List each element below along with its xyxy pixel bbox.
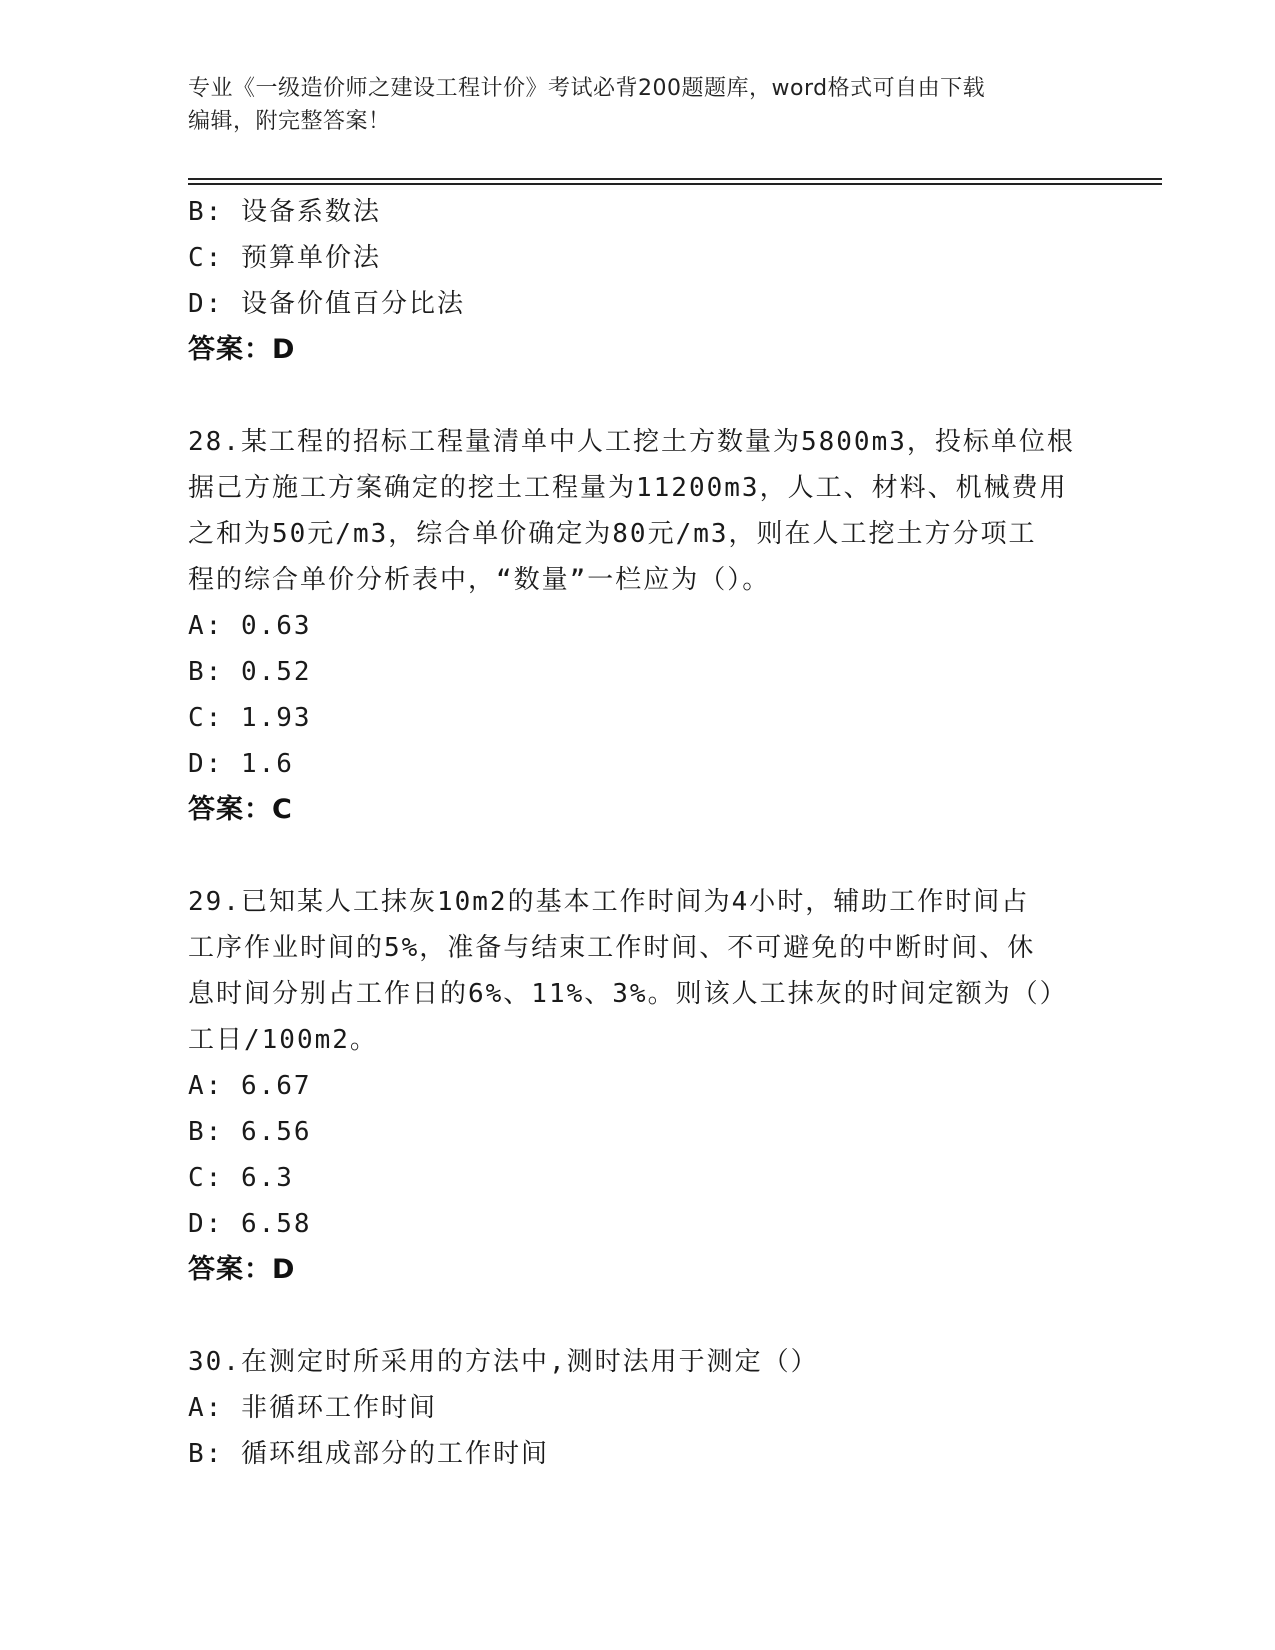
- answer-line: 答案：D: [188, 1254, 296, 1285]
- option-b: B: 循环组成部分的工作时间: [188, 1439, 549, 1469]
- option-b: B: 设备系数法: [188, 197, 381, 227]
- header-rule-top: [188, 178, 1162, 180]
- spacer: [188, 373, 1088, 419]
- option-d: D: 6.58: [188, 1209, 312, 1239]
- question-text-line: 28.某工程的招标工程量清单中人工挖土方数量为5800m3，投标单位根: [188, 427, 1075, 457]
- option-d: D: 1.6: [188, 749, 294, 779]
- option-b: B: 6.56: [188, 1117, 312, 1147]
- header-rule-bottom: [188, 183, 1162, 185]
- option-a: A: 0.63: [188, 611, 312, 641]
- spacer: [188, 1293, 1088, 1339]
- header-line-2: 编辑，附完整答案！: [188, 109, 391, 134]
- option-c: C: 预算单价法: [188, 243, 381, 273]
- question-text-line: 据己方施工方案确定的挖土工程量为11200m3，人工、材料、机械费用: [188, 473, 1068, 503]
- question-29: [188, 879, 1088, 1293]
- document-body: [188, 189, 1088, 1477]
- spacer: [188, 833, 1088, 879]
- option-a: A: 非循环工作时间: [188, 1393, 437, 1423]
- question-28: [188, 419, 1088, 833]
- question-text-line: 息时间分别占工作日的6%、11%、3%。则该人工抹灰的时间定额为（）: [188, 979, 1068, 1009]
- question-text-line: 程的综合单价分析表中，“数量”一栏应为（）。: [188, 565, 771, 595]
- question-text-line: 之和为50元/m3，综合单价确定为80元/m3，则在人工挖土方分项工: [188, 519, 1037, 549]
- question-text-line: 30.在测定时所采用的方法中,测时法用于测定（）: [188, 1347, 819, 1377]
- option-c: C: 1.93: [188, 703, 312, 733]
- document-header: [188, 72, 1088, 138]
- header-line-1: 专业《一级造价师之建设工程计价》考试必背200题题库，word格式可自由下载: [188, 76, 986, 101]
- previous-question: [188, 189, 1088, 373]
- answer-line: 答案：C: [188, 794, 293, 825]
- question-text-line: 工日/100m2。: [188, 1025, 378, 1055]
- answer-line: 答案：D: [188, 334, 296, 365]
- option-b: B: 0.52: [188, 657, 312, 687]
- option-c: C: 6.3: [188, 1163, 294, 1193]
- question-30: [188, 1339, 1088, 1477]
- question-text-line: 29.已知某人工抹灰10m2的基本工作时间为4小时，辅助工作时间占: [188, 887, 1030, 917]
- option-a: A: 6.67: [188, 1071, 312, 1101]
- option-d: D: 设备价值百分比法: [188, 289, 465, 319]
- question-text-line: 工序作业时间的5%，准备与结束工作时间、不可避免的中断时间、休: [188, 933, 1036, 963]
